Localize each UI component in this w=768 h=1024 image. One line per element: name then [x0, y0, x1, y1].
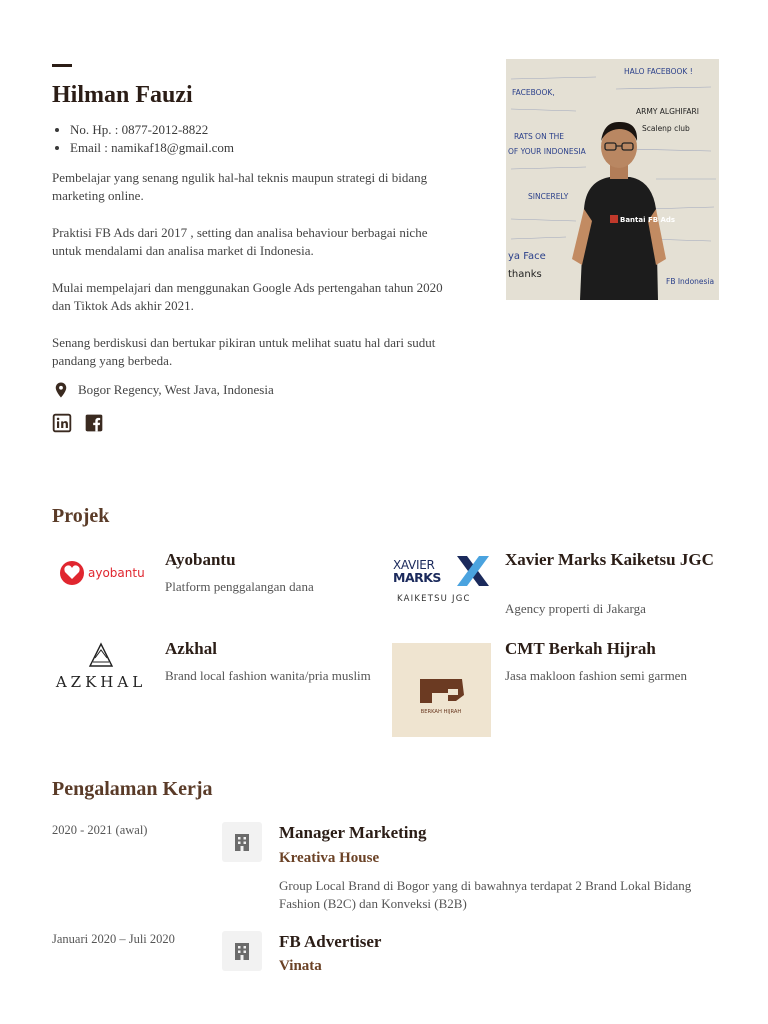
- project-name: Xavier Marks Kaiketsu JGC: [505, 550, 714, 569]
- experience-section-title: Pengalaman Kerja: [52, 778, 213, 800]
- wall-text: FB Indonesia: [666, 277, 715, 286]
- social-links: [52, 413, 104, 433]
- project-name: Ayobantu: [165, 550, 236, 569]
- bio-paragraph: Praktisi FB Ads dari 2017 , setting dan analisa behaviour berbagai niche untuk mendalami dan analisa market di Indonesia.: [52, 225, 428, 258]
- project-desc: Platform penggalangan dana: [165, 579, 314, 594]
- experience-company: Vinata: [279, 958, 322, 974]
- experience-date: Januari 2020 – Juli 2020: [52, 932, 175, 946]
- project-name: CMT Berkah Hijrah: [505, 639, 656, 658]
- wall-text: RATS ON THE: [514, 132, 565, 141]
- xavier-marks-logo: [391, 528, 491, 622]
- shirt-text: Bantai FB Ads: [620, 216, 676, 224]
- experience-desc: Group Local Brand di Bogor yang di bawahnya terdapat 2 Brand Lokal Bidang Fashion (B2C) dan Konveksi (B2B): [279, 878, 692, 911]
- contact-phone: • No. Hp. : 0877-2012-8822: [70, 121, 234, 139]
- ayobantu-logo-text: ayobantu: [88, 566, 145, 580]
- wall-text: OF YOUR INDONESIA: [508, 147, 586, 156]
- experience-date: 2020 - 2021 (awal): [52, 823, 148, 837]
- project-desc: Agency properti di Jakarga: [505, 601, 646, 616]
- project-name: Azkhal: [165, 639, 217, 658]
- experience-company: Kreativa House: [279, 850, 380, 866]
- experience-title: Manager Marketing: [279, 823, 427, 842]
- projects-section-title: Projek: [52, 505, 110, 527]
- location: [52, 381, 274, 399]
- facebook-icon[interactable]: [84, 413, 104, 433]
- building-icon: [222, 931, 262, 971]
- profile-photo: [506, 59, 719, 300]
- svg-text:MARKS: MARKS: [393, 570, 441, 585]
- svg-text:XAVIER: XAVIER: [393, 558, 435, 572]
- wall-text: Scalenp club: [642, 124, 690, 133]
- berkah-logo-text: BERKAH HIJRAH: [420, 709, 462, 715]
- project-desc: Brand local fashion wanita/pria muslim: [165, 668, 371, 683]
- linkedin-icon[interactable]: [52, 413, 72, 433]
- wall-text: ARMY ALGHIFARI: [636, 107, 699, 116]
- building-icon: [222, 822, 262, 862]
- bio-paragraph: Pembelajar yang senang ngulik hal-hal teknis maupun strategi di bidang marketing online.: [52, 170, 428, 203]
- wall-text: ya Face: [508, 251, 546, 262]
- xavier-logo-sub: KAIKETSU JGC: [397, 594, 471, 604]
- wall-text: thanks: [508, 269, 542, 280]
- wall-text: FACEBOOK,: [512, 88, 555, 97]
- profile-name: Hilman Fauzi: [52, 82, 193, 108]
- experience-title: FB Advertiser: [279, 932, 382, 951]
- project-desc: Jasa makloon fashion semi garmen: [505, 668, 687, 683]
- azkhal-logo: [50, 640, 150, 734]
- contact-list: [70, 121, 234, 157]
- ayobantu-logo: [52, 528, 152, 622]
- azkhal-logo-text: AZKHAL: [55, 673, 147, 691]
- wall-text: SINCERELY: [528, 192, 569, 201]
- contact-email: • Email : namikaf18@gmail.com: [70, 139, 234, 157]
- header-accent-dash: [52, 64, 72, 67]
- wall-text: HALO FACEBOOK !: [624, 67, 693, 76]
- location-text: Bogor Regency, West Java, Indonesia: [78, 382, 274, 397]
- bio-paragraph: Senang berdiskusi dan bertukar pikiran untuk melihat suatu hal dari sudut pandang yang berbeda.: [52, 335, 436, 368]
- location-pin-icon: [52, 381, 70, 399]
- berkah-hijrah-logo: [392, 643, 491, 737]
- bio-paragraph: Mulai mempelajari dan menggunakan Google Ads pertengahan tahun 2020 dan Tiktok Ads akhir 2021.: [52, 280, 443, 313]
